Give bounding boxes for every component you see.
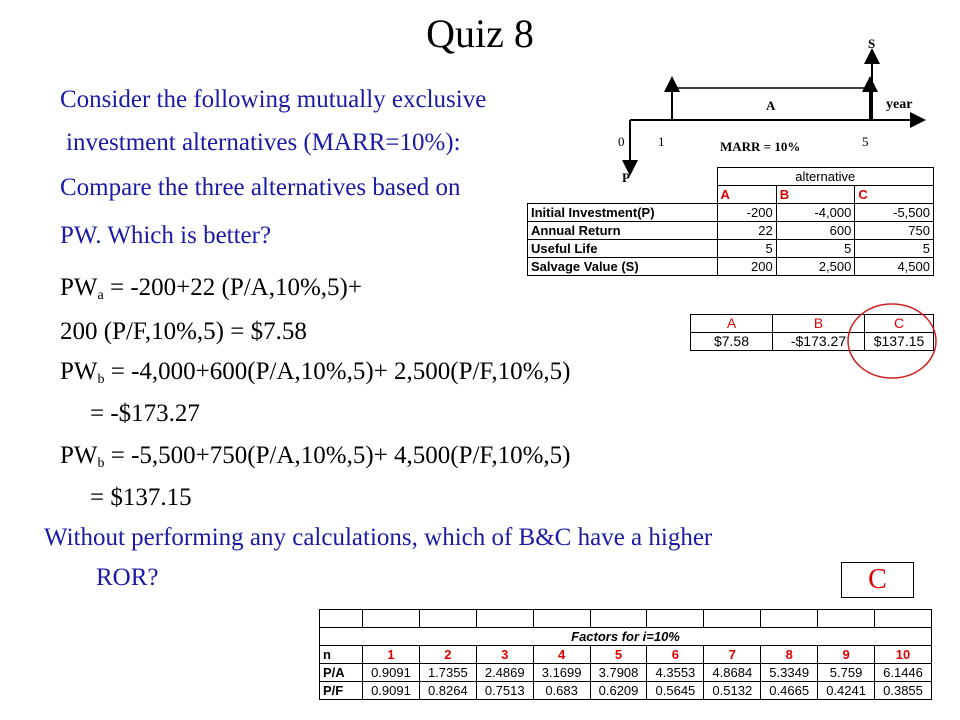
pw-header-a: A bbox=[691, 315, 773, 333]
cell: 0.6209 bbox=[590, 682, 647, 700]
intro-line-2: investment alternatives (MARR=10%): bbox=[66, 129, 461, 156]
cell: -200 bbox=[717, 204, 776, 222]
page-title: Quiz 8 bbox=[426, 11, 534, 56]
cell: -5,500 bbox=[855, 204, 934, 222]
cell: 9 bbox=[818, 646, 875, 664]
table-row bbox=[528, 204, 934, 222]
pw-expression: = -4,000+600(P/A,10%,5)+ 2,500(P/F,10%,5) bbox=[104, 358, 571, 385]
cell: 5 bbox=[590, 646, 647, 664]
cell: 5.759 bbox=[818, 664, 875, 682]
alternatives-table bbox=[527, 167, 934, 276]
table-row bbox=[528, 240, 934, 258]
table-row bbox=[320, 646, 932, 664]
pw-prefix: PW bbox=[60, 274, 98, 301]
table-row bbox=[528, 222, 934, 240]
tick-5-label: 5 bbox=[862, 134, 869, 149]
question-line-2: ROR? bbox=[96, 564, 159, 591]
alternative-header: alternative bbox=[717, 168, 934, 186]
cell: 0.683 bbox=[533, 682, 590, 700]
s-label: S bbox=[868, 36, 876, 51]
factors-table bbox=[319, 609, 932, 700]
cell: 22 bbox=[717, 222, 776, 240]
pw-prefix: PW bbox=[60, 442, 98, 469]
cashflow-diagram bbox=[600, 20, 940, 190]
cell: 4 bbox=[533, 646, 590, 664]
cell: 3.1699 bbox=[533, 664, 590, 682]
table-row bbox=[320, 682, 932, 700]
cell: 6 bbox=[647, 646, 704, 664]
cell: 1 bbox=[363, 646, 420, 664]
col-c-header: C bbox=[855, 186, 934, 204]
cell: 3.7908 bbox=[590, 664, 647, 682]
pwb-result: = -$173.27 bbox=[90, 400, 200, 427]
intro-line-1: Consider the following mutually exclusive bbox=[60, 86, 487, 113]
cell: 1.7355 bbox=[419, 664, 476, 682]
pw-expression: = -200+22 (P/A,10%,5)+ bbox=[103, 274, 362, 301]
cell: 0.4241 bbox=[818, 682, 875, 700]
cell: 4.8684 bbox=[704, 664, 761, 682]
cell: 0.7513 bbox=[476, 682, 533, 700]
pw-value-c: $137.15 bbox=[865, 333, 934, 351]
tick-1-label: 1 bbox=[658, 134, 665, 149]
pwa-formula-line2: 200 (P/F,10%,5) = $7.58 bbox=[60, 318, 307, 345]
row-label: Useful Life bbox=[528, 240, 718, 258]
cell: 0.9091 bbox=[363, 682, 420, 700]
cell: 600 bbox=[776, 222, 855, 240]
table-row bbox=[320, 664, 932, 682]
marr-label: MARR = 10% bbox=[720, 139, 801, 154]
pw-prefix: PW bbox=[60, 358, 98, 385]
pwa-formula bbox=[60, 274, 362, 304]
table-row bbox=[528, 258, 934, 276]
cell: 2 bbox=[419, 646, 476, 664]
highlight-circle bbox=[845, 300, 941, 382]
intro-line-3: Compare the three alternatives based on bbox=[60, 174, 461, 201]
pw-expression: = -5,500+750(P/A,10%,5)+ 4,500(P/F,10%,5) bbox=[104, 442, 571, 469]
row-label: Salvage Value (S) bbox=[528, 258, 718, 276]
cell: 5 bbox=[717, 240, 776, 258]
cell: 2.4869 bbox=[476, 664, 533, 682]
pw-header-b: B bbox=[773, 315, 865, 333]
cell: 0.4665 bbox=[761, 682, 818, 700]
p-label: P bbox=[622, 170, 630, 185]
cell: 5.3349 bbox=[761, 664, 818, 682]
cell: 200 bbox=[717, 258, 776, 276]
pw-value-b: -$173.27 bbox=[773, 333, 865, 351]
cell: 0.3855 bbox=[875, 682, 932, 700]
pwc-result: = $137.15 bbox=[90, 484, 192, 511]
cell: 5 bbox=[855, 240, 934, 258]
n-label: n bbox=[320, 646, 363, 664]
pw-header-c: C bbox=[865, 315, 934, 333]
pw-value-a: $7.58 bbox=[691, 333, 773, 351]
pf-label: P/F bbox=[320, 682, 363, 700]
cell: 0.5132 bbox=[704, 682, 761, 700]
cell: 10 bbox=[875, 646, 932, 664]
tick-0-label: 0 bbox=[618, 134, 625, 149]
pw-subscript: a bbox=[97, 288, 104, 303]
question-line-1: Without performing any calculations, which of B&C have a higher bbox=[44, 524, 713, 551]
cell: -4,000 bbox=[776, 204, 855, 222]
intro-line-4: PW. Which is better? bbox=[60, 222, 272, 249]
row-label: Initial Investment(P) bbox=[528, 204, 718, 222]
cell: 0.8264 bbox=[419, 682, 476, 700]
year-label: year bbox=[886, 97, 913, 112]
col-a-header: A bbox=[717, 186, 776, 204]
answer-box: C bbox=[841, 562, 914, 598]
cell: 4.3553 bbox=[647, 664, 704, 682]
cell: 7 bbox=[704, 646, 761, 664]
pa-label: P/A bbox=[320, 664, 363, 682]
cell: 2,500 bbox=[776, 258, 855, 276]
col-b-header: B bbox=[776, 186, 855, 204]
cell: 6.1446 bbox=[875, 664, 932, 682]
cell: 0.5645 bbox=[647, 682, 704, 700]
a-label: A bbox=[766, 98, 776, 113]
cell: 5 bbox=[776, 240, 855, 258]
row-label: Annual Return bbox=[528, 222, 718, 240]
cell: 8 bbox=[761, 646, 818, 664]
pw-subscript: b bbox=[97, 372, 105, 387]
cell: 0.9091 bbox=[363, 664, 420, 682]
pw-subscript: b bbox=[97, 456, 105, 471]
factors-title: Factors for i=10% bbox=[320, 628, 932, 646]
cell: 3 bbox=[476, 646, 533, 664]
cell: 750 bbox=[855, 222, 934, 240]
pwb-formula bbox=[60, 358, 570, 388]
cell: 4,500 bbox=[855, 258, 934, 276]
pwc-formula bbox=[60, 442, 570, 472]
